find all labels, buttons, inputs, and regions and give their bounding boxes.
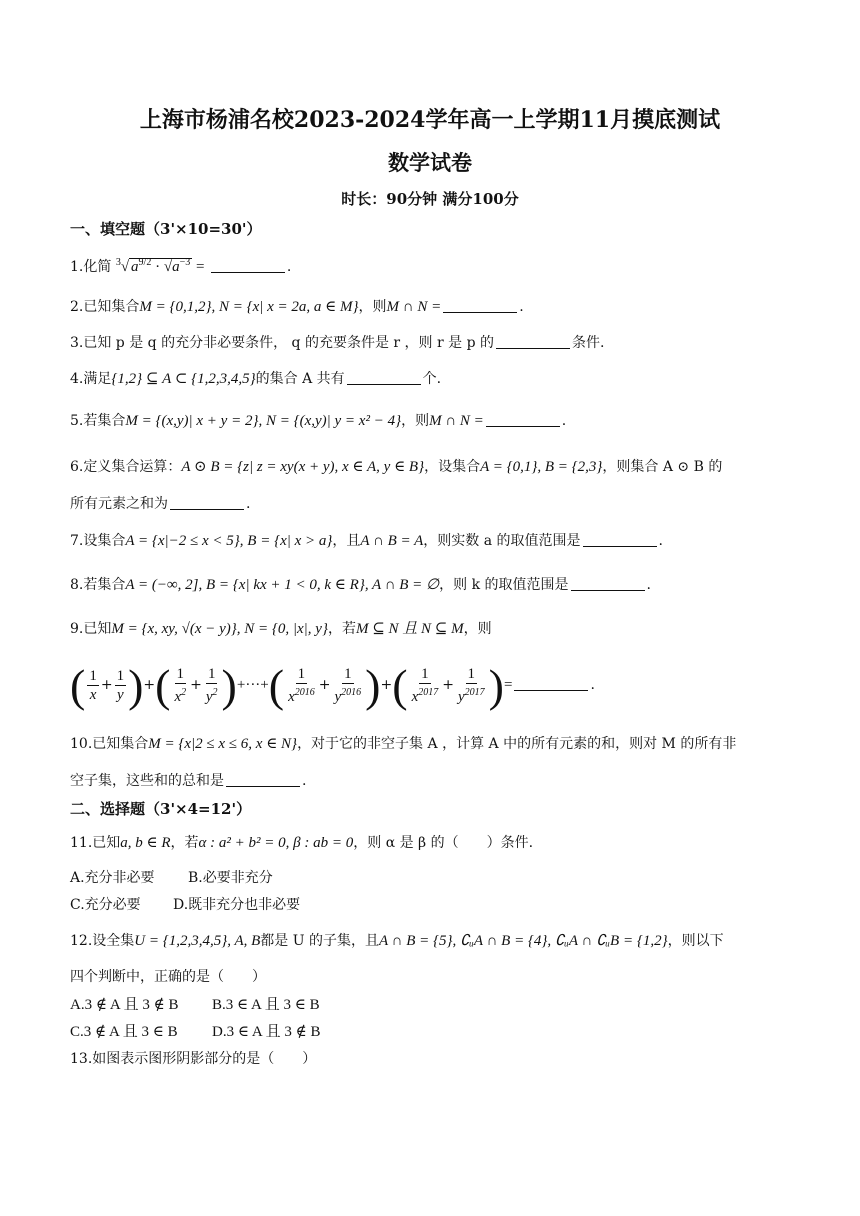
q12-option-d[interactable]: D.3 ∈ A 且 3 ∉ B [212, 1024, 321, 1040]
question-5: 5.若集合M = {(x,y)| x + y = 2}, N = {(x,y)| y = x² − 4}，则M ∩ N = . [70, 413, 567, 429]
section-multiple-choice: 二、选择题（3'×4=12'） [70, 800, 252, 818]
question-4: 4.满足{1,2} ⊆ A ⊂ {1,2,3,4,5}的集合 A 共有 个. [70, 371, 442, 387]
q2-answer-blank[interactable] [443, 298, 517, 313]
question-8: 8.若集合A = (−∞, 2], B = {x| kx + 1 < 0, k ∈ R}, A ∩ B = ∅，则 k 的取值范围是 . [70, 577, 651, 593]
q11-option-a[interactable]: A.充分非必要 [70, 870, 155, 886]
question-6-line-1: 6.定义集合运算：A ⊙ B = {z| z = xy(x + y), x ∈ A, y ∈ B}，设集合A = {0,1}, B = {2,3}，则集合 A ⊙ B 的 [70, 459, 723, 475]
q11-option-c[interactable]: C.充分必要 [70, 897, 141, 913]
q12-option-a[interactable]: A.3 ∉ A 且 3 ∉ B [70, 997, 179, 1013]
question-12-options-row-1 [70, 994, 795, 1016]
question-12-line-1: 12.设全集U = {1,2,3,4,5}, A, B都是 U 的子集，且A ∩ B = {5}, ∁ᵤA ∩ B = {4}, ∁ᵤA ∩ ∁ᵤB = {1,2}，则以下 [70, 933, 724, 949]
q6-answer-blank[interactable] [170, 495, 244, 510]
q7-answer-blank[interactable] [583, 532, 657, 547]
q12-option-c[interactable]: C.3 ∉ A 且 3 ∈ B [70, 1024, 178, 1040]
q8-answer-blank[interactable] [571, 576, 645, 591]
question-9-sum-expression: ( $\frac{1}{x}$ + $\frac{1}{y}$ )+( $\frac{1}{x^2}$ + $\frac{1}{y^2}$ )+···+( $\frac{1}{x^{2016}}$ + $\frac{1}{y^{2016}}$ )+( $\frac{1}{x^{2017}}$ + $\frac{1}{y^{2017}}$ )= . [70, 660, 595, 711]
question-9-line-1: 9.已知M = {x, xy, √(x − y)}, N = {0, |x|, y}，若M ⊆ N 且 N ⊆ M，则 [70, 621, 492, 637]
question-3: 3.已知 p 是 q 的充分非必要条件， q 的充要条件是 r ，则 r 是 p 的 条件. [70, 335, 605, 351]
q1-expression: $^3$√ $a^{9/2} \cdot √a^{-3}$ = [115, 257, 205, 275]
q11-option-d[interactable]: D.既非充分也非必要 [173, 897, 301, 913]
question-7: 7.设集合A = {x|−2 ≤ x < 5}, B = {x| x > a}，且A ∩ B = A，则实数 a 的取值范围是 . [70, 533, 663, 549]
question-2: 2.已知集合M = {0,1,2}, N = {x| x = 2a, a ∈ M}，则M ∩ N = . [70, 299, 524, 315]
q9-answer-blank[interactable] [514, 676, 588, 691]
question-6-line-2: 所有元素之和为 . [70, 496, 251, 512]
question-10-line-2: 空子集，这些和的总和是 . [70, 773, 307, 789]
question-11-options-row-2 [70, 894, 795, 916]
q11-option-b[interactable]: B.必要非充分 [188, 870, 273, 886]
question-13: 13.如图表示图形阴影部分的是（ ） [70, 1051, 317, 1067]
question-10-line-1: 10.已知集合M = {x|2 ≤ x ≤ 6, x ∈ N}，对于它的非空子集 A ，计算 A 中的所有元素的和，则对 M 的所有非 [70, 736, 737, 752]
question-11-options-row-1 [70, 867, 795, 889]
question-12-line-2: 四个判断中，正确的是（ ） [70, 969, 266, 985]
question-12-options-row-2 [70, 1021, 795, 1043]
section-fill-in: 一、填空题（3'×10=30'） [70, 220, 262, 238]
question-11: 11.已知a, b ∈ R，若α : a² + b² = 0, β : ab = 0，则 α 是 β 的（ ）条件. [70, 835, 534, 851]
exam-subtitle: 数学试卷 [388, 150, 472, 175]
q5-answer-blank[interactable] [486, 412, 560, 427]
q10-answer-blank[interactable] [226, 772, 300, 787]
q1-answer-blank[interactable] [211, 258, 285, 273]
q4-answer-blank[interactable] [347, 370, 421, 385]
exam-meta: 时长：90分钟 满分100分 [341, 190, 519, 208]
q12-option-b[interactable]: B.3 ∈ A 且 3 ∈ B [212, 997, 320, 1013]
q3-answer-blank[interactable] [496, 334, 570, 349]
exam-title: 上海市杨浦名校2023-2024学年高一上学期11月摸底测试 [139, 107, 721, 133]
question-1: 1.化简 $^3$√ $a^{9/2} \cdot √a^{-3}$ = . [70, 257, 292, 275]
